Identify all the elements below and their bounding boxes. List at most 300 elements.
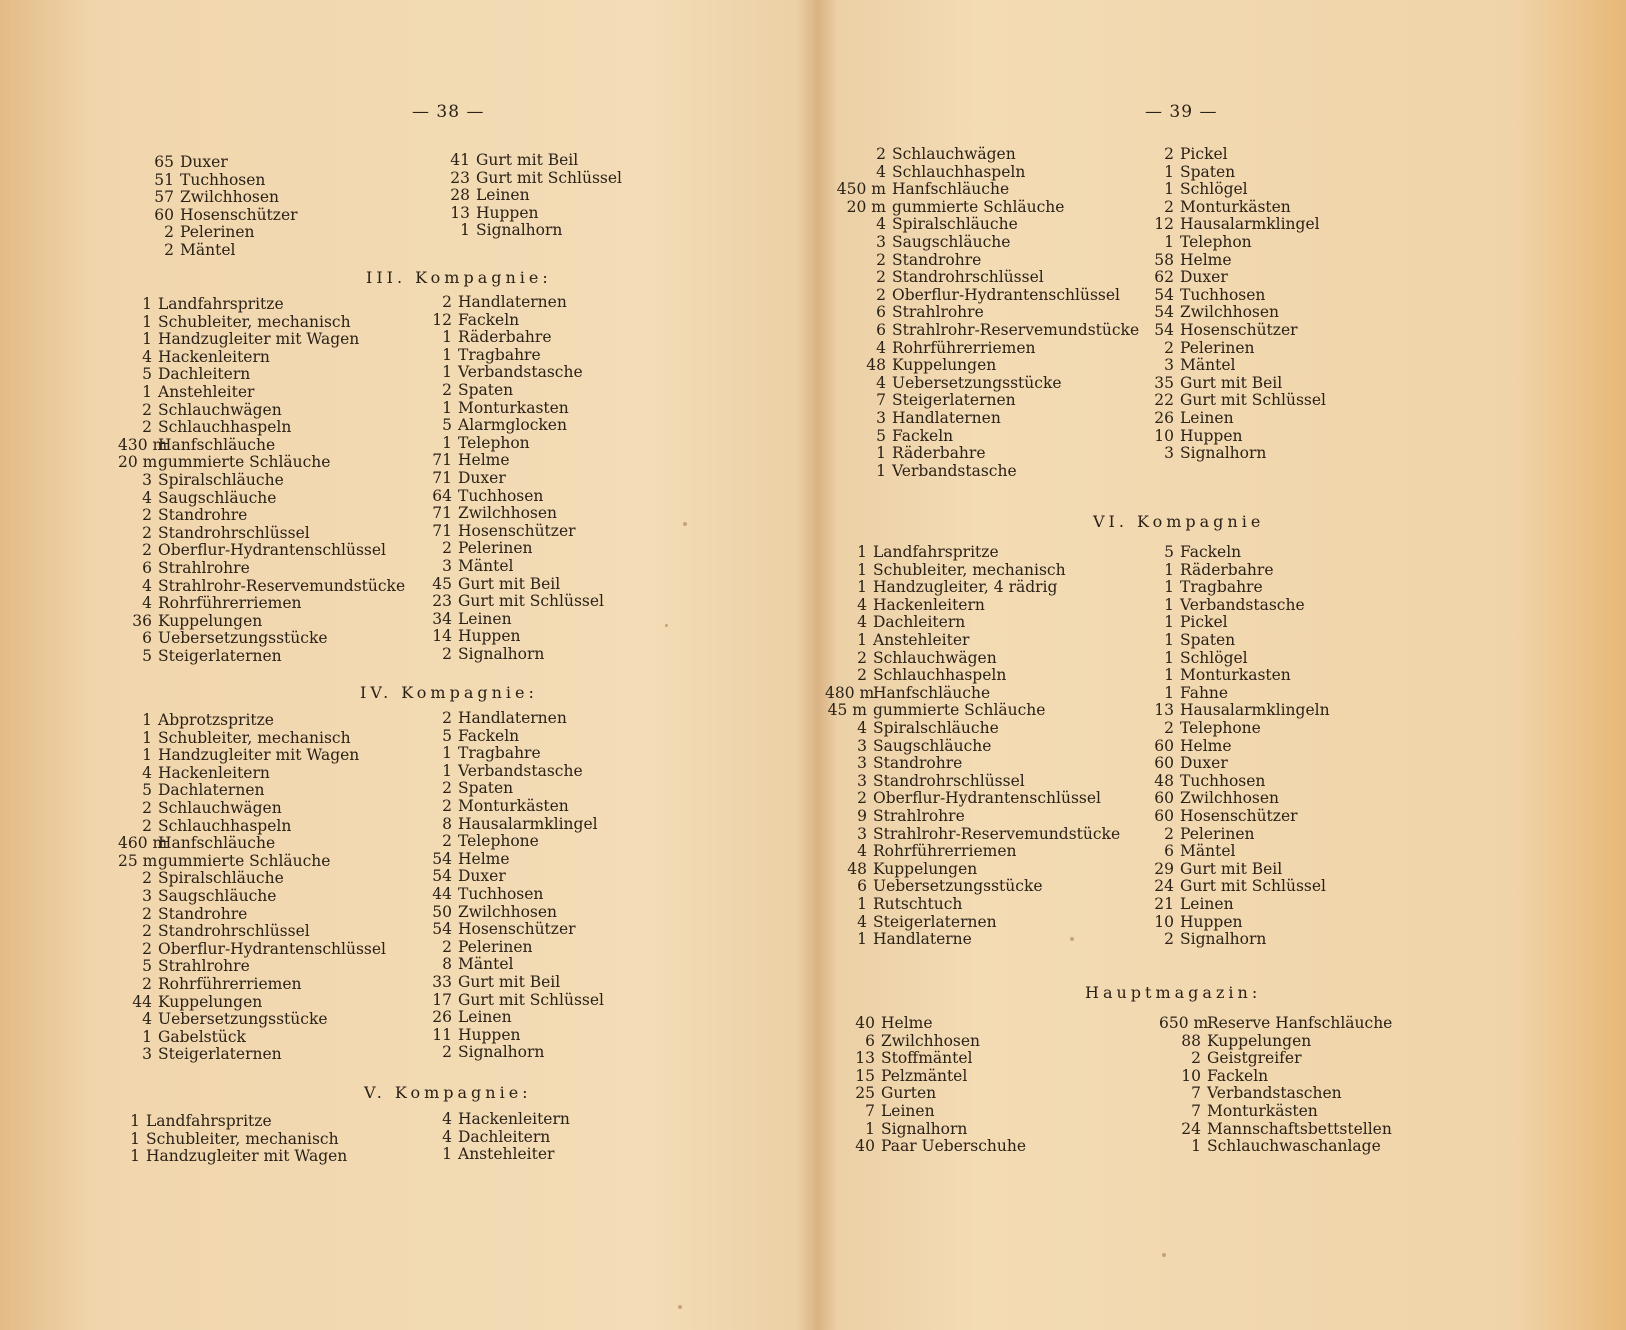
list-item xyxy=(424,780,513,797)
list-item xyxy=(1146,357,1235,374)
list-item xyxy=(118,630,328,647)
list-item xyxy=(847,1085,936,1102)
item-name: Helme xyxy=(458,451,510,470)
item-name: Anstehleiter xyxy=(873,631,970,649)
item-name: Standrohre xyxy=(873,754,963,773)
item-quantity: 1 xyxy=(442,744,452,763)
list-item xyxy=(118,888,276,905)
item-quantity: 60 xyxy=(154,205,174,224)
item-name: Steigerlaternen xyxy=(158,1045,282,1064)
list-item xyxy=(828,287,1120,304)
item-quantity: 64 xyxy=(432,486,452,505)
item-quantity: 26 xyxy=(1154,409,1174,427)
item-quantity: 22 xyxy=(1154,391,1174,410)
list-item xyxy=(424,558,513,575)
item-quantity: 1 xyxy=(142,711,152,729)
item-quantity: 2 xyxy=(1191,1049,1201,1068)
item-name: Spaten xyxy=(458,381,514,399)
item-quantity: 1 xyxy=(1164,595,1174,614)
item-name: Uebersetzungsstücke xyxy=(892,373,1062,392)
item-name: Rutschtuch xyxy=(873,895,963,913)
item-quantity: 7 xyxy=(865,1102,875,1120)
list-item xyxy=(1159,1050,1301,1067)
list-item xyxy=(825,544,999,561)
item-name: Uebersetzungsstücke xyxy=(873,877,1043,896)
item-name: Handlaternen xyxy=(892,409,1001,427)
item-quantity: 2 xyxy=(1164,338,1174,357)
item-name: Zwilchhosen xyxy=(1180,303,1280,322)
list-item xyxy=(424,992,604,1009)
list-item xyxy=(828,322,1139,339)
item-quantity: 1 xyxy=(1164,560,1174,579)
item-name: Dachlaternen xyxy=(158,781,265,800)
item-quantity: 4 xyxy=(442,1110,452,1128)
list-item xyxy=(424,833,539,850)
item-quantity: 4 xyxy=(876,162,886,181)
list-item xyxy=(424,868,506,885)
item-name: Kuppelungen xyxy=(873,859,978,878)
item-quantity: 1 xyxy=(857,560,867,579)
item-name: Tragbahre xyxy=(1180,578,1263,597)
item-name: Spaten xyxy=(1180,631,1236,649)
item-quantity: 6 xyxy=(142,629,152,648)
item-name: Monturkästen xyxy=(458,797,569,815)
list-item xyxy=(828,428,953,445)
list-item xyxy=(825,632,969,649)
list-item xyxy=(1146,410,1234,427)
item-quantity: 3 xyxy=(857,754,867,773)
item-quantity: 4 xyxy=(857,842,867,861)
list-item xyxy=(424,646,544,663)
item-quantity: 7 xyxy=(876,391,886,410)
item-quantity: 13 xyxy=(450,203,470,222)
item-quantity: 12 xyxy=(432,310,452,329)
item-name: Duxer xyxy=(458,469,506,487)
item-quantity: 11 xyxy=(432,1025,452,1044)
list-item xyxy=(118,507,247,524)
item-name: Leinen xyxy=(1180,409,1234,427)
item-quantity: 450 m xyxy=(836,180,886,199)
list-item xyxy=(1146,685,1228,702)
list-item xyxy=(825,755,962,772)
list-item xyxy=(828,234,1010,251)
list-item xyxy=(1146,632,1235,649)
item-quantity: 71 xyxy=(432,504,452,523)
list-item xyxy=(1146,340,1255,357)
item-quantity: 1 xyxy=(442,398,452,417)
list-item xyxy=(825,843,1016,860)
item-quantity: 60 xyxy=(1154,807,1174,825)
list-item xyxy=(424,187,530,204)
list-item xyxy=(424,347,541,364)
section-title: Hauptmagazin: xyxy=(1085,983,1262,1002)
list-item xyxy=(1146,896,1234,913)
list-item xyxy=(825,773,1025,790)
item-name: Gurt mit Beil xyxy=(1180,373,1283,392)
item-quantity: 48 xyxy=(847,859,867,878)
item-quantity: 4 xyxy=(142,576,152,595)
list-item xyxy=(1146,562,1274,579)
item-quantity: 2 xyxy=(142,799,152,817)
list-item xyxy=(424,628,521,645)
list-item xyxy=(825,790,1101,807)
item-name: gummierte Schläuche xyxy=(892,197,1065,216)
paper-speck xyxy=(665,624,668,627)
item-name: Dachleitern xyxy=(873,613,966,632)
list-item xyxy=(424,205,539,222)
item-name: Alarmglocken xyxy=(458,416,567,435)
item-name: Standrohrschlüssel xyxy=(158,523,310,542)
item-quantity: 2 xyxy=(876,145,886,163)
list-item xyxy=(1146,445,1266,462)
item-quantity: 5 xyxy=(442,416,452,435)
item-quantity: 28 xyxy=(450,186,470,205)
item-quantity: 1 xyxy=(1164,180,1174,199)
item-quantity: 2 xyxy=(164,241,174,259)
item-name: Verbandstaschen xyxy=(1207,1084,1342,1103)
item-name: Huppen xyxy=(458,1025,521,1044)
item-quantity: 1 xyxy=(857,631,867,649)
item-quantity: 1 xyxy=(142,295,152,313)
item-name: Fackeln xyxy=(1180,543,1242,561)
item-name: Oberflur-Hydrantenschlüssel xyxy=(158,939,386,958)
list-item xyxy=(825,562,1066,579)
item-name: Duxer xyxy=(180,153,228,171)
item-name: Duxer xyxy=(1180,268,1228,287)
item-quantity: 2 xyxy=(442,709,452,727)
item-name: Schlauchwägen xyxy=(892,145,1016,163)
list-item xyxy=(118,994,262,1011)
item-name: Oberflur-Hydrantenschlüssel xyxy=(892,285,1120,304)
list-item xyxy=(424,382,513,399)
item-name: Oberflur-Hydrantenschlüssel xyxy=(873,789,1101,808)
item-name: Standrohre xyxy=(892,250,982,269)
item-quantity: 13 xyxy=(855,1049,875,1068)
list-item xyxy=(1159,1015,1392,1032)
item-name: Fackeln xyxy=(1207,1066,1269,1085)
list-item xyxy=(118,224,255,241)
list-item xyxy=(424,470,506,487)
item-quantity: 29 xyxy=(1154,859,1174,878)
item-quantity: 2 xyxy=(442,937,452,956)
item-quantity: 1 xyxy=(1164,613,1174,632)
item-name: Hackenleitern xyxy=(158,347,270,366)
list-item xyxy=(828,252,981,269)
item-name: Helme xyxy=(1180,736,1232,755)
item-name: Saugschläuche xyxy=(892,233,1011,251)
item-quantity: 1 xyxy=(130,1112,140,1130)
item-quantity: 10 xyxy=(1154,426,1174,445)
item-quantity: 1 xyxy=(142,312,152,331)
item-quantity: 2 xyxy=(142,816,152,835)
right-page xyxy=(813,0,1626,1330)
item-quantity: 1 xyxy=(1164,648,1174,667)
item-name: Hanfschläuche xyxy=(873,683,991,702)
item-quantity: 5 xyxy=(142,647,152,665)
item-quantity: 54 xyxy=(432,867,452,886)
item-name: Handzugleiter mit Wagen xyxy=(146,1147,348,1166)
item-name: Zwilchhosen xyxy=(458,504,558,523)
list-item xyxy=(118,366,250,383)
item-quantity: 21 xyxy=(1154,895,1174,913)
list-item xyxy=(118,172,265,189)
list-item xyxy=(1146,199,1291,216)
list-item xyxy=(424,523,576,540)
item-name: Tragbahre xyxy=(458,345,541,364)
item-quantity: 2 xyxy=(1164,719,1174,737)
item-quantity: 1 xyxy=(857,930,867,949)
list-item xyxy=(424,851,510,868)
item-quantity: 4 xyxy=(857,613,867,632)
item-quantity: 1 xyxy=(1164,666,1174,685)
list-item xyxy=(828,445,986,462)
list-item xyxy=(118,835,275,852)
item-name: Monturkästen xyxy=(1207,1102,1318,1120)
list-item xyxy=(1159,1138,1381,1155)
list-item xyxy=(424,798,569,815)
list-item xyxy=(1146,861,1282,878)
item-name: Schlögel xyxy=(1180,180,1248,199)
item-name: Pelerinen xyxy=(1180,338,1255,357)
item-quantity: 2 xyxy=(442,1043,452,1062)
item-name: Handlaternen xyxy=(458,293,567,311)
item-quantity: 1 xyxy=(142,746,152,765)
item-quantity: 10 xyxy=(1154,912,1174,931)
item-quantity: 48 xyxy=(866,356,886,375)
item-quantity: 5 xyxy=(142,781,152,800)
item-name: Mäntel xyxy=(1180,356,1236,375)
item-name: Kuppelungen xyxy=(158,611,263,630)
item-name: Gabelstück xyxy=(158,1027,246,1046)
item-name: Mäntel xyxy=(1180,842,1236,861)
item-quantity: 2 xyxy=(442,539,452,558)
list-item xyxy=(828,392,1016,409)
item-name: Steigerlaternen xyxy=(873,912,997,931)
list-item xyxy=(118,419,291,436)
item-quantity: 45 m xyxy=(827,701,867,720)
list-item xyxy=(825,914,997,931)
list-item xyxy=(828,463,1017,480)
list-item xyxy=(424,505,557,522)
item-quantity: 1 xyxy=(130,1147,140,1166)
item-name: Spiralschläuche xyxy=(158,471,284,489)
item-quantity: 8 xyxy=(442,955,452,974)
list-item xyxy=(118,613,262,630)
item-name: Rohrführerriemen xyxy=(892,338,1036,357)
item-name: Strahlrohr-Reservemundstücke xyxy=(873,824,1121,843)
item-quantity: 2 xyxy=(142,541,152,560)
item-quantity: 3 xyxy=(142,887,152,905)
item-name: Mäntel xyxy=(458,557,514,575)
list-item xyxy=(825,702,1045,719)
item-name: Rohrführerriemen xyxy=(873,842,1017,861)
item-quantity: 430 m xyxy=(118,435,168,454)
item-quantity: 3 xyxy=(142,471,152,489)
item-quantity: 4 xyxy=(857,595,867,614)
item-name: Signalhorn xyxy=(881,1119,968,1138)
item-name: Räderbahre xyxy=(1180,560,1274,579)
item-quantity: 25 xyxy=(855,1084,875,1103)
item-quantity: 62 xyxy=(1154,268,1174,287)
item-name: Standrohrschlüssel xyxy=(873,771,1025,790)
item-quantity: 2 xyxy=(442,797,452,815)
item-name: Fahne xyxy=(1180,683,1229,702)
item-name: Verbandstasche xyxy=(1180,595,1305,614)
list-item xyxy=(825,614,965,631)
paper-speck xyxy=(683,522,687,526)
item-name: Pelerinen xyxy=(458,937,533,956)
item-quantity: 50 xyxy=(432,902,452,921)
item-name: Handzugleiter, 4 rädrig xyxy=(873,578,1058,597)
item-quantity: 23 xyxy=(450,168,470,187)
item-name: Steigerlaternen xyxy=(158,647,282,665)
list-item xyxy=(1159,1085,1342,1102)
item-quantity: 3 xyxy=(857,736,867,755)
item-quantity: 10 xyxy=(1181,1066,1201,1085)
list-item xyxy=(1146,428,1243,445)
item-name: Pelzmäntel xyxy=(881,1066,968,1085)
list-item xyxy=(118,976,301,993)
list-item xyxy=(1146,287,1265,304)
item-name: Landfahrspritze xyxy=(158,295,284,313)
item-quantity: 1 xyxy=(876,461,886,480)
item-quantity: 24 xyxy=(1181,1119,1201,1138)
item-name: Huppen xyxy=(1180,426,1243,445)
item-name: Helme xyxy=(458,849,510,868)
item-name: Tuchhosen xyxy=(458,486,544,505)
item-quantity: 54 xyxy=(1154,321,1174,339)
list-item xyxy=(424,452,510,469)
item-name: Hosenschützer xyxy=(458,521,576,540)
list-item xyxy=(1146,234,1252,251)
item-name: Spaten xyxy=(1180,162,1236,181)
list-item xyxy=(118,923,310,940)
list-item xyxy=(1146,914,1243,931)
item-name: Signalhorn xyxy=(458,645,545,663)
list-item xyxy=(118,648,282,665)
item-quantity: 15 xyxy=(855,1066,875,1085)
list-item xyxy=(118,818,291,835)
item-quantity: 88 xyxy=(1181,1031,1201,1050)
item-name: Leinen xyxy=(458,609,512,628)
item-quantity: 36 xyxy=(132,611,152,630)
item-quantity: 34 xyxy=(432,609,452,628)
item-name: gummierte Schläuche xyxy=(158,851,331,870)
item-quantity: 2 xyxy=(442,293,452,311)
list-item xyxy=(424,435,530,452)
list-item xyxy=(118,712,274,729)
item-quantity: 1 xyxy=(130,1129,140,1148)
item-name: Kuppelungen xyxy=(158,992,263,1011)
list-item xyxy=(118,189,279,206)
item-quantity: 5 xyxy=(142,957,152,976)
item-name: gummierte Schläuche xyxy=(873,701,1046,720)
section-title: VI. Kompagnie xyxy=(1093,512,1265,531)
item-quantity: 54 xyxy=(432,849,452,868)
item-quantity: 4 xyxy=(142,488,152,507)
item-name: Telephone xyxy=(1180,719,1261,737)
item-quantity: 2 xyxy=(142,418,152,437)
list-item xyxy=(424,921,576,938)
item-name: Schlögel xyxy=(1180,648,1248,667)
list-item xyxy=(118,331,359,348)
item-name: Geistgreifer xyxy=(1207,1049,1302,1068)
list-item xyxy=(1146,843,1235,860)
item-name: Hosenschützer xyxy=(180,205,298,224)
list-item xyxy=(1146,878,1326,895)
item-quantity: 650 m xyxy=(1159,1014,1209,1032)
item-name: Leinen xyxy=(881,1102,935,1120)
list-item xyxy=(118,906,247,923)
item-quantity: 460 m xyxy=(118,834,168,853)
item-name: Strahlrohre xyxy=(892,303,984,322)
item-name: Verbandstasche xyxy=(892,461,1017,480)
item-name: Helme xyxy=(881,1014,933,1032)
item-name: Gurt mit Schlüssel xyxy=(458,990,605,1009)
item-name: Spiralschläuche xyxy=(158,869,284,888)
list-item xyxy=(825,878,1043,895)
list-item xyxy=(118,384,254,401)
item-name: Abprotzspritze xyxy=(158,711,274,729)
list-item xyxy=(1146,650,1248,667)
list-item xyxy=(847,1138,1026,1155)
item-quantity: 3 xyxy=(857,771,867,790)
list-item xyxy=(118,782,264,799)
item-quantity: 1 xyxy=(1164,631,1174,649)
item-name: Monturkasten xyxy=(458,398,569,417)
item-quantity: 54 xyxy=(1154,303,1174,322)
item-name: Tragbahre xyxy=(458,744,541,763)
item-quantity: 3 xyxy=(1164,444,1174,463)
item-name: Paar Ueberschuhe xyxy=(881,1137,1027,1156)
item-name: Tuchhosen xyxy=(1180,771,1266,790)
item-quantity: 2 xyxy=(142,523,152,542)
list-item xyxy=(828,304,984,321)
item-quantity: 33 xyxy=(432,973,452,991)
list-item xyxy=(1146,755,1228,772)
item-name: Schlauchwägen xyxy=(158,799,282,817)
list-item xyxy=(847,1103,935,1120)
item-quantity: 41 xyxy=(450,151,470,169)
list-item xyxy=(424,886,543,903)
item-quantity: 2 xyxy=(1164,824,1174,843)
item-quantity: 14 xyxy=(432,627,452,646)
list-item xyxy=(118,560,250,577)
item-quantity: 2 xyxy=(142,922,152,941)
item-name: Telephon xyxy=(458,433,530,452)
list-item xyxy=(847,1068,967,1085)
item-quantity: 3 xyxy=(876,409,886,427)
list-item xyxy=(847,1121,967,1138)
item-name: Spiralschläuche xyxy=(892,215,1018,234)
section-title: V. Kompagnie: xyxy=(364,1083,532,1102)
item-name: Gurt mit Schlüssel xyxy=(476,168,623,187)
item-quantity: 3 xyxy=(857,824,867,843)
list-item xyxy=(118,542,386,559)
list-item xyxy=(424,745,541,762)
list-item xyxy=(424,488,543,505)
item-name: Reserve Hanfschläuche xyxy=(1207,1014,1393,1032)
list-item xyxy=(825,931,972,948)
list-item xyxy=(424,956,513,973)
item-name: Fackeln xyxy=(458,726,520,745)
item-name: Signalhorn xyxy=(458,1043,545,1062)
list-item xyxy=(118,1113,272,1130)
item-quantity: 24 xyxy=(1154,877,1174,896)
item-name: Standrohrschlüssel xyxy=(892,268,1044,287)
item-quantity: 2 xyxy=(442,779,452,798)
item-quantity: 26 xyxy=(432,1008,452,1027)
